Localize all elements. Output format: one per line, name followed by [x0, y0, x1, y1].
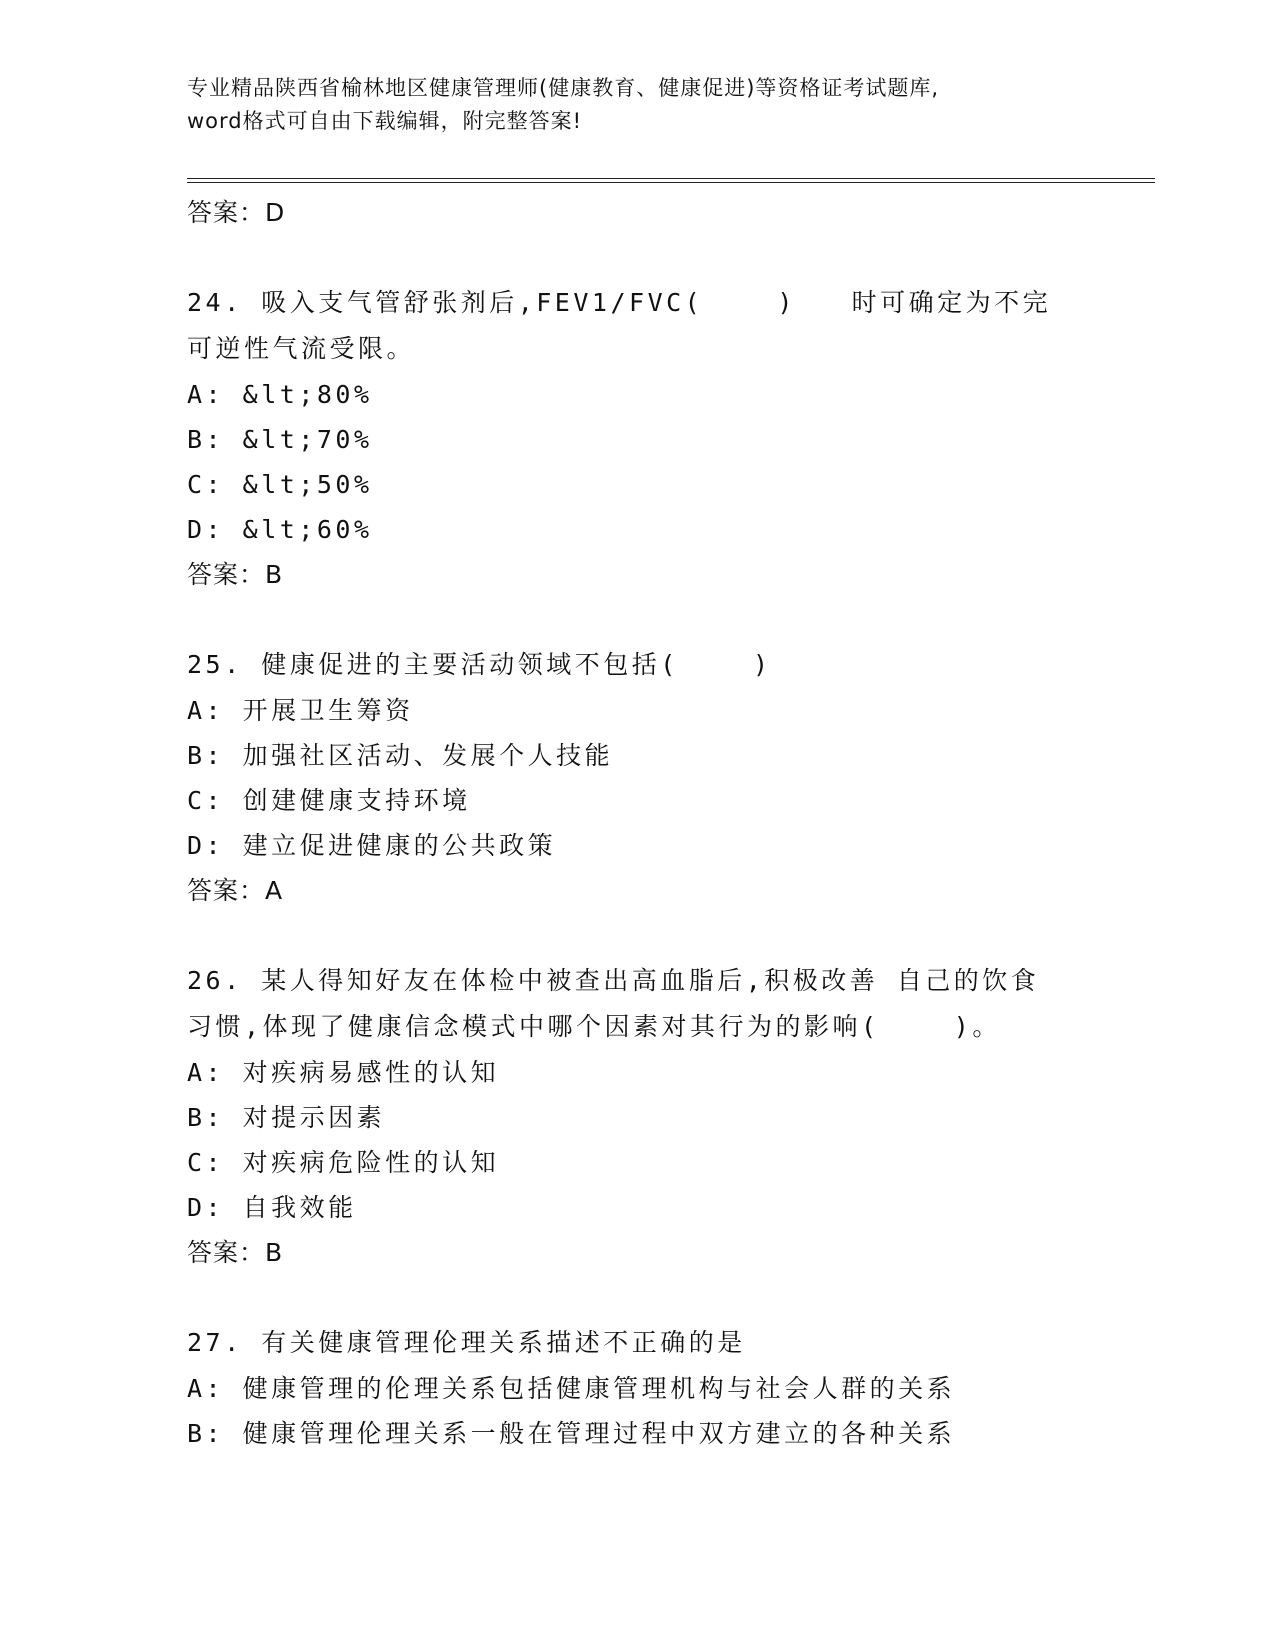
- header-line-1: 专业精品陕西省榆林地区健康管理师(健康教育、健康促进)等资格证考试题库,: [187, 76, 940, 100]
- option-b: B: 健康管理伦理关系一般在管理过程中双方建立的各种关系: [187, 1419, 956, 1448]
- option-d: D: 建立促进健康的公共政策: [187, 831, 557, 860]
- header-line-2: word格式可自由下载编辑，附完整答案!: [187, 109, 583, 133]
- question-stem: 25. 健康促进的主要活动领域不包括( ): [187, 650, 772, 679]
- question-list: [187, 190, 1087, 1456]
- answer-line: 答案：A: [187, 876, 284, 905]
- question-stem: 26. 某人得知好友在体检中被查出高血脂后,积极改善 自己的饮食习惯,体现了健康信念模式中哪个因素对其行为的影响( )。: [187, 966, 1040, 1041]
- option-d: D: 自我效能: [187, 1193, 357, 1222]
- question-stem: 24. 吸入支气管舒张剂后,FEV1/FVC( ) 时可确定为不完可逆性气流受限。: [187, 288, 1052, 363]
- option-a: A: &lt;80%: [187, 380, 373, 409]
- question-27: [187, 1320, 1087, 1456]
- document-header: [187, 72, 1067, 138]
- option-a: A: 对疾病易感性的认知: [187, 1058, 500, 1087]
- option-c: C: &lt;50%: [187, 470, 373, 499]
- question-24: [187, 280, 1087, 598]
- option-b: B: &lt;70%: [187, 425, 373, 454]
- option-c: C: 对疾病危险性的认知: [187, 1148, 500, 1177]
- answer-line: 答案：B: [187, 560, 284, 589]
- header-divider: [187, 178, 1155, 183]
- question-26: [187, 958, 1087, 1276]
- option-a: A: 健康管理的伦理关系包括健康管理机构与社会人群的关系: [187, 1374, 956, 1403]
- answer-line: 答案：D: [187, 198, 286, 227]
- option-b: B: 对提示因素: [187, 1103, 386, 1132]
- option-a: A: 开展卫生筹资: [187, 696, 414, 725]
- question-25: [187, 642, 1087, 914]
- question-stem: 27. 有关健康管理伦理关系描述不正确的是: [187, 1328, 746, 1357]
- option-b: B: 加强社区活动、发展个人技能: [187, 741, 614, 770]
- option-c: C: 创建健康支持环境: [187, 786, 471, 815]
- option-d: D: &lt;60%: [187, 515, 373, 544]
- answer-line: 答案：B: [187, 1238, 284, 1267]
